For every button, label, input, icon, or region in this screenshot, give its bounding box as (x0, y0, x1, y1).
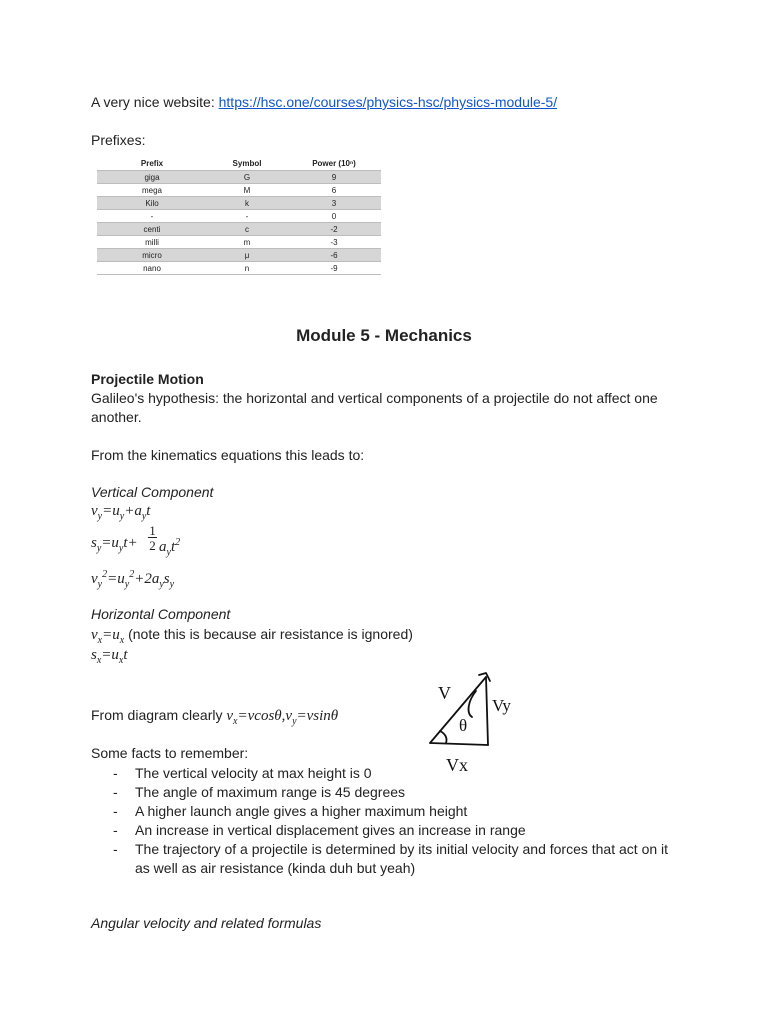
intro-line (91, 93, 557, 111)
cell-power: 3 (287, 197, 381, 210)
horizontal-note: (note this is because air resistance is ignored) (124, 626, 413, 642)
page-title: Module 5 - Mechanics (296, 326, 472, 345)
horizontal-component-line (430, 743, 488, 745)
prefixes-label: Prefixes: (91, 132, 146, 148)
label-theta: θ (459, 716, 468, 735)
diagram-text: From diagram clearly (91, 707, 227, 723)
label-vx: Vx (446, 755, 468, 775)
equation-sx: $s_x=u_xt$ (91, 647, 128, 666)
website-link[interactable]: https://hsc.one/courses/physics-hsc/physics-module-5/ (218, 94, 558, 110)
velocity-triangle-diagram (418, 655, 518, 777)
cell-symbol: k (207, 197, 287, 210)
section-heading-projectile: Projectile Motion (91, 371, 204, 387)
cell-prefix: - (97, 210, 207, 223)
table-row (97, 197, 381, 210)
list-item: - The vertical velocity at max height is 0 (110, 764, 670, 783)
cell-symbol: M (207, 184, 287, 197)
cell-power: -6 (287, 249, 381, 262)
vertical-heading: Vertical Component (91, 484, 214, 500)
intro-text: A very nice website: (91, 94, 219, 110)
cell-power: 9 (287, 171, 381, 184)
equation-vy-squared: $v_y^2=u_y^2+2a_ys_y$ (91, 569, 175, 590)
header-power: Power (10ⁿ) (312, 159, 356, 168)
table-row (97, 262, 381, 275)
header-symbol: Symbol (232, 159, 262, 168)
cell-symbol: m (207, 236, 287, 249)
label-vy: Vy (492, 696, 511, 715)
cell-symbol: n (207, 262, 287, 275)
angular-velocity-heading: Angular velocity and related formulas (91, 915, 322, 931)
facts-heading: Some facts to remember: (91, 745, 249, 761)
hypothesis-line-1: Galileo's hypothesis: the horizontal and vertical components of a projectile do not affect one (91, 390, 658, 406)
header-prefix: Prefix (140, 159, 164, 168)
table-row (97, 184, 381, 197)
equation-vx-line: $v_x=u_x$ (note this is because air resistance is ignored) (91, 626, 413, 646)
cell-symbol: c (207, 223, 287, 236)
list-item: - An increase in vertical displacement gives an increase in range (110, 821, 670, 840)
hypothesis-line-2: another. (91, 409, 142, 425)
equation-vy: $v_y=u_y+a_yt$ (91, 503, 151, 522)
cell-symbol: μ (207, 249, 287, 262)
table-row (97, 171, 381, 184)
cell-prefix: milli (97, 236, 207, 249)
table-row (97, 249, 381, 262)
cell-prefix: micro (97, 249, 207, 262)
right-angle-arc (440, 731, 447, 743)
prefix-table (97, 157, 381, 275)
cell-prefix: centi (97, 223, 207, 236)
cell-prefix: giga (97, 171, 207, 184)
cell-power: 0 (287, 210, 381, 223)
cell-prefix: nano (97, 262, 207, 275)
prefix-table-header (97, 157, 381, 171)
horizontal-heading: Horizontal Component (91, 606, 231, 622)
table-row (97, 210, 381, 223)
diagram-line: From diagram clearly $v_x=vcos\theta,v_y=vsin\theta$ (91, 707, 339, 727)
cell-power: -3 (287, 236, 381, 249)
cell-prefix: mega (97, 184, 207, 197)
list-item: - The trajectory of a projectile is determined by its initial velocity and forces that act on it as well as air resistance (kinda duh but yeah) (110, 840, 670, 878)
kinematics-text: From the kinematics equations this leads to: (91, 447, 365, 463)
cell-symbol: G (207, 171, 287, 184)
cell-power: -9 (287, 262, 381, 275)
cell-symbol: - (207, 210, 287, 223)
cell-power: 6 (287, 184, 381, 197)
facts-list (110, 764, 670, 878)
table-row (97, 236, 381, 249)
list-item: - A higher launch angle gives a higher maximum height (110, 802, 670, 821)
vertical-component-line (486, 677, 488, 745)
table-row (97, 223, 381, 236)
label-v: V (438, 683, 451, 703)
list-item: - The angle of maximum range is 45 degrees (110, 783, 670, 802)
cell-prefix: Kilo (97, 197, 207, 210)
cell-power: -2 (287, 223, 381, 236)
